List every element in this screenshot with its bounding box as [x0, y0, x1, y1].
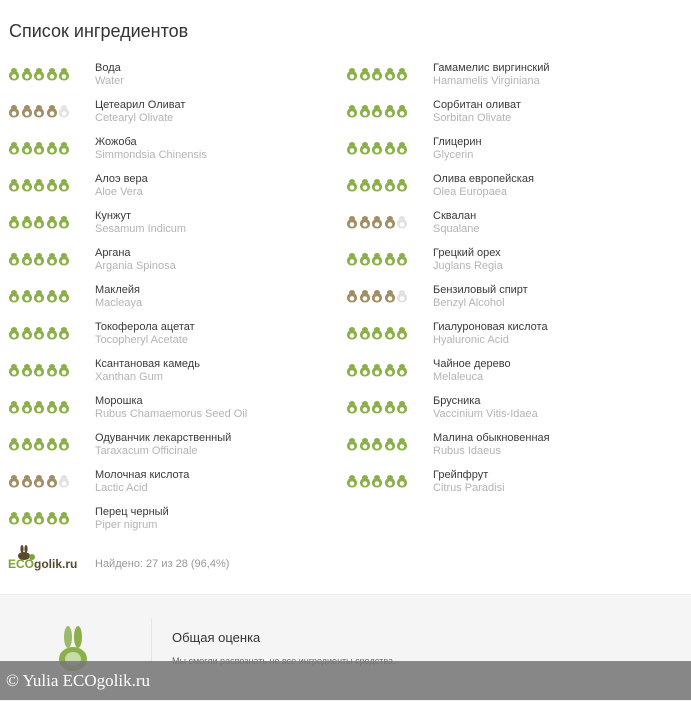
drop-icon	[396, 104, 408, 118]
ingredient-name-ru: Сорбитан оливат	[433, 99, 521, 111]
drop-icon	[46, 104, 58, 118]
ingredient-names	[95, 136, 207, 162]
drop-icon	[371, 437, 383, 451]
ingredient-names	[95, 173, 148, 199]
ingredient-names	[433, 247, 503, 273]
ingredient-name-latin: Simmondsia Chinensis	[95, 149, 207, 161]
ingredient-name-latin: Squalane	[433, 223, 480, 235]
drop-icon	[21, 104, 33, 118]
rating-drops	[8, 178, 71, 192]
copyright-overlay: © Yulia ECOgolik.ru	[0, 661, 691, 700]
drop-icon	[46, 511, 58, 525]
ingredient-row[interactable]	[346, 356, 686, 393]
drop-icon	[8, 400, 20, 414]
drop-icon	[33, 252, 45, 266]
rating-drops	[346, 215, 409, 229]
ingredient-name-ru: Жожоба	[95, 136, 137, 148]
ingredient-names	[95, 321, 195, 347]
logo-text	[8, 557, 77, 571]
ingredient-name-latin: Tocopheryl Acetate	[95, 334, 188, 346]
drop-icon	[371, 400, 383, 414]
ingredient-row[interactable]	[8, 245, 348, 282]
drop-icon	[384, 104, 396, 118]
ingredient-names	[433, 432, 550, 458]
ingredient-name-latin: Rubus Chamaemorus Seed Oil	[95, 408, 248, 420]
drop-icon	[371, 474, 383, 488]
ingredient-name-ru: Токоферола ацетат	[95, 321, 195, 333]
drop-icon	[346, 178, 358, 192]
drop-icon	[346, 215, 358, 229]
ingredient-names	[95, 247, 176, 273]
drop-icon	[58, 400, 70, 414]
drop-icon	[8, 289, 20, 303]
ingredient-name-ru: Одуванчик лекарственный	[95, 432, 232, 444]
rating-drops	[346, 437, 409, 451]
ingredient-name-ru: Алоэ вера	[95, 173, 148, 185]
drop-icon	[359, 326, 371, 340]
ingredient-name-ru: Глицерин	[433, 136, 482, 148]
drop-icon	[384, 326, 396, 340]
drop-icon	[396, 141, 408, 155]
rating-drops	[346, 104, 409, 118]
drop-icon	[346, 363, 358, 377]
drop-icon	[33, 511, 45, 525]
ingredient-name-ru: Гиалуроновая кислота	[433, 321, 548, 333]
ingredient-names	[95, 62, 124, 88]
drop-icon	[21, 363, 33, 377]
ingredient-names	[433, 469, 505, 495]
ingredient-name-latin: Water	[95, 75, 124, 87]
ingredient-row[interactable]	[8, 504, 348, 541]
drop-icon	[396, 252, 408, 266]
found-count: Найдено: 27 из 28 (96,4%)	[95, 558, 230, 570]
ingredient-row[interactable]	[346, 171, 686, 208]
drop-icon	[46, 474, 58, 488]
drop-icon	[8, 326, 20, 340]
drop-icon	[33, 141, 45, 155]
ingredient-row[interactable]	[8, 282, 348, 319]
ingredient-name-ru: Цетеарил Оливат	[95, 99, 186, 111]
drop-icon	[384, 474, 396, 488]
drop-icon	[8, 104, 20, 118]
ingredient-name-latin: Melaleuca	[433, 371, 484, 383]
ingredient-name-latin: Vaccinium Vitis-Idaea	[433, 408, 538, 420]
drop-icon	[33, 400, 45, 414]
ingredient-names	[95, 432, 231, 458]
drop-icon	[396, 326, 408, 340]
drop-icon	[346, 141, 358, 155]
ingredient-row[interactable]	[8, 171, 348, 208]
drop-icon	[21, 178, 33, 192]
ingredient-name-ru: Сквалан	[433, 210, 477, 222]
drop-icon	[8, 67, 20, 81]
drop-icon	[396, 67, 408, 81]
ingredient-name-latin: Xanthan Gum	[95, 371, 163, 383]
drop-icon	[371, 215, 383, 229]
drop-icon	[21, 67, 33, 81]
drop-icon	[359, 474, 371, 488]
ingredient-row[interactable]	[346, 393, 686, 430]
drop-icon	[384, 400, 396, 414]
ingredient-row[interactable]	[346, 282, 686, 319]
ingredient-name-ru: Маклейя	[95, 284, 140, 296]
ingredient-name-latin: Sesamum Indicum	[95, 223, 187, 235]
ingredient-name-ru: Грецкий орех	[433, 247, 501, 259]
ingredient-name-ru: Брусника	[433, 395, 481, 407]
ingredient-names	[433, 395, 538, 421]
ingredient-name-ru: Олива европейская	[433, 173, 534, 185]
drop-icon	[21, 326, 33, 340]
drop-icon	[346, 252, 358, 266]
drop-icon	[33, 326, 45, 340]
rating-drops	[346, 474, 409, 488]
drop-icon	[384, 363, 396, 377]
drop-icon	[359, 252, 371, 266]
drop-icon	[46, 215, 58, 229]
rating-drops	[8, 252, 71, 266]
drop-icon	[384, 437, 396, 451]
drop-icon	[33, 289, 45, 303]
drop-icon	[58, 437, 70, 451]
rating-drops	[346, 400, 409, 414]
drop-icon	[33, 474, 45, 488]
ingredient-row[interactable]	[8, 430, 348, 467]
ingredient-name-ru: Ксантановая камедь	[95, 358, 200, 370]
rating-drops	[8, 363, 71, 377]
rating-drops	[8, 400, 71, 414]
rating-drops	[8, 474, 71, 488]
rating-drops	[8, 67, 71, 81]
drop-icon	[384, 67, 396, 81]
ingredient-name-latin: Cetearyl Olivate	[95, 112, 174, 124]
logo-eco: ECO	[8, 557, 35, 571]
drop-icon	[58, 178, 70, 192]
ingredient-names	[433, 173, 534, 199]
ingredient-names	[95, 99, 185, 125]
ingredient-name-ru: Гамамелис виргинский	[433, 62, 550, 74]
drop-icon	[346, 474, 358, 488]
drop-icon	[396, 474, 408, 488]
ingredient-name-latin: Hyaluronic Acid	[433, 334, 509, 346]
drop-icon	[371, 363, 383, 377]
drop-icon	[371, 326, 383, 340]
drop-icon	[33, 363, 45, 377]
ingredient-name-latin: Argania Spinosa	[95, 260, 176, 272]
rating-drops	[8, 437, 71, 451]
ingredient-name-ru: Бензиловый спирт	[433, 284, 528, 296]
drop-icon	[384, 141, 396, 155]
ingredient-name-latin: Sorbitan Olivate	[433, 112, 512, 124]
ingredient-row[interactable]	[346, 208, 686, 245]
drop-icon	[21, 141, 33, 155]
ingredient-row[interactable]	[8, 134, 348, 171]
drop-icon	[46, 326, 58, 340]
ingredient-name-ru: Грейпфрут	[433, 469, 489, 481]
rating-drops	[346, 289, 409, 303]
ingredients-column-left	[8, 60, 348, 541]
drop-icon	[371, 67, 383, 81]
ingredient-row[interactable]	[8, 467, 348, 504]
drop-icon	[58, 252, 70, 266]
drop-icon	[8, 363, 20, 377]
ingredient-row[interactable]	[8, 60, 348, 97]
drop-icon	[46, 67, 58, 81]
drop-icon	[384, 252, 396, 266]
drop-icon	[359, 437, 371, 451]
drop-icon	[346, 400, 358, 414]
drop-icon	[346, 437, 358, 451]
rating-drops	[346, 252, 409, 266]
ingredient-names	[433, 136, 482, 162]
rating-drops	[8, 511, 71, 525]
ingredient-row[interactable]	[8, 356, 348, 393]
rating-drops	[346, 326, 409, 340]
ingredient-name-latin: Citrus Paradisi	[433, 482, 505, 494]
drop-icon	[58, 289, 70, 303]
drop-icon	[33, 437, 45, 451]
ingredient-row[interactable]	[346, 97, 686, 134]
rating-drops	[8, 104, 71, 118]
drop-icon	[384, 289, 396, 303]
ingredient-row[interactable]	[346, 60, 686, 97]
drop-icon	[8, 215, 20, 229]
page-title: Список ингредиентов	[9, 21, 189, 41]
drop-icon	[21, 474, 33, 488]
rating-drops	[346, 141, 409, 155]
ingredient-name-latin: Olea Europaea	[433, 186, 507, 198]
drop-icon	[371, 252, 383, 266]
ingredient-name-ru: Вода	[95, 62, 121, 74]
drop-icon	[8, 474, 20, 488]
drop-icon	[359, 215, 371, 229]
ingredient-name-latin: Macleaya	[95, 297, 143, 309]
drop-icon	[396, 400, 408, 414]
drop-icon	[46, 178, 58, 192]
rating-drops	[346, 178, 409, 192]
drop-icon	[371, 289, 383, 303]
ingredient-row[interactable]	[8, 393, 348, 430]
ingredient-names	[95, 506, 169, 532]
drop-icon	[371, 141, 383, 155]
ingredient-names	[433, 321, 548, 347]
drop-icon	[58, 474, 70, 488]
ingredient-name-latin: Rubus Idaeus	[433, 445, 501, 457]
rating-drops	[8, 326, 71, 340]
ingredient-name-ru: Кунжут	[95, 210, 132, 222]
drop-icon	[58, 363, 70, 377]
drop-icon	[346, 67, 358, 81]
drop-icon	[359, 104, 371, 118]
drop-icon	[8, 252, 20, 266]
ingredient-row[interactable]	[346, 467, 686, 504]
ingredient-names	[433, 210, 480, 236]
ingredient-names	[433, 62, 550, 88]
drop-icon	[46, 252, 58, 266]
drop-icon	[8, 141, 20, 155]
drop-icon	[359, 363, 371, 377]
drop-icon	[396, 215, 408, 229]
drop-icon	[384, 215, 396, 229]
drop-icon	[359, 141, 371, 155]
rating-drops	[346, 67, 409, 81]
ingredient-name-ru: Молочная кислота	[95, 469, 190, 481]
drop-icon	[33, 67, 45, 81]
drop-icon	[21, 400, 33, 414]
logo-golik: golik.ru	[34, 557, 78, 571]
drop-icon	[21, 437, 33, 451]
drop-icon	[8, 437, 20, 451]
rating-drops	[346, 363, 409, 377]
ingredient-names	[433, 358, 511, 384]
drop-icon	[371, 178, 383, 192]
drop-icon	[21, 511, 33, 525]
ingredient-row[interactable]	[346, 134, 686, 171]
drop-icon	[21, 215, 33, 229]
ingredients-column-right	[346, 60, 686, 504]
ingredient-names	[433, 284, 528, 310]
drop-icon	[58, 215, 70, 229]
ingredient-name-latin: Juglans Regia	[433, 260, 503, 272]
drop-icon	[58, 104, 70, 118]
ingredient-name-latin: Taraxacum Officinale	[95, 445, 198, 457]
drop-icon	[359, 67, 371, 81]
drop-icon	[21, 252, 33, 266]
drop-icon	[396, 437, 408, 451]
ingredient-name-latin: Hamamelis Virginiana	[433, 75, 540, 87]
drop-icon	[359, 289, 371, 303]
drop-icon	[346, 289, 358, 303]
ingredient-name-latin: Lactic Acid	[95, 482, 148, 494]
drop-icon	[396, 289, 408, 303]
ecogolik-logo[interactable]	[8, 545, 86, 573]
ingredient-name-ru: Малина обыкновенная	[433, 432, 550, 444]
ingredient-row[interactable]	[346, 430, 686, 467]
ingredient-name-latin: Aloe Vera	[95, 186, 143, 198]
drop-icon	[33, 178, 45, 192]
drop-icon	[359, 400, 371, 414]
drop-icon	[359, 178, 371, 192]
drop-icon	[58, 141, 70, 155]
rating-drops	[8, 215, 71, 229]
drop-icon	[46, 363, 58, 377]
drop-icon	[21, 289, 33, 303]
drop-icon	[58, 511, 70, 525]
ingredient-names	[95, 210, 186, 236]
ingredient-name-ru: Чайное дерево	[433, 358, 511, 370]
ingredient-row[interactable]	[8, 97, 348, 134]
ingredient-names	[95, 395, 247, 421]
ingredient-name-latin: Glycerin	[433, 149, 474, 161]
ingredient-name-latin: Benzyl Alcohol	[433, 297, 505, 309]
drop-icon	[371, 104, 383, 118]
ingredient-row[interactable]	[346, 319, 686, 356]
drop-icon	[46, 141, 58, 155]
ingredient-names	[95, 284, 142, 310]
drop-icon	[46, 400, 58, 414]
rating-drops	[8, 289, 71, 303]
drop-icon	[346, 104, 358, 118]
drop-icon	[384, 178, 396, 192]
drop-icon	[8, 178, 20, 192]
rating-drops	[8, 141, 71, 155]
ingredient-row[interactable]	[8, 208, 348, 245]
ingredient-name-ru: Морошка	[95, 395, 143, 407]
ingredient-name-ru: Перец черный	[95, 506, 169, 518]
drop-icon	[33, 104, 45, 118]
summary-title: Общая оценка	[172, 630, 261, 645]
ingredient-name-ru: Аргана	[95, 247, 131, 259]
drop-icon	[396, 178, 408, 192]
drop-icon	[46, 289, 58, 303]
drop-icon	[8, 511, 20, 525]
drop-icon	[396, 363, 408, 377]
ingredient-names	[95, 358, 200, 384]
ingredient-row[interactable]	[346, 245, 686, 282]
drop-icon	[46, 437, 58, 451]
drop-icon	[33, 215, 45, 229]
drop-icon	[346, 326, 358, 340]
drop-icon	[58, 67, 70, 81]
ingredient-row[interactable]	[8, 319, 348, 356]
ingredient-names	[95, 469, 189, 495]
ingredient-name-latin: Piper nigrum	[95, 519, 158, 531]
ingredient-names	[433, 99, 521, 125]
drop-icon	[58, 326, 70, 340]
